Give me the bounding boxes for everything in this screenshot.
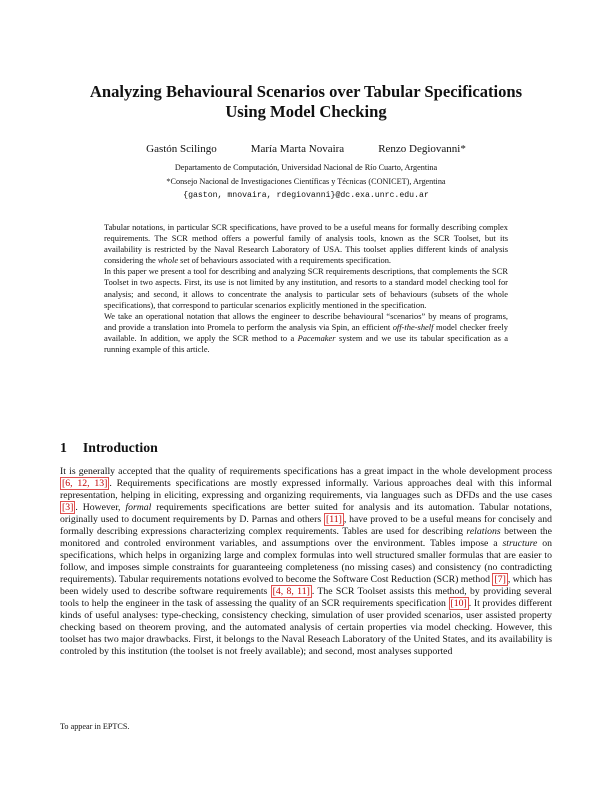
title-line-1: Analyzing Behavioural Scenarios over Tabular Specifications bbox=[89, 82, 523, 101]
body-text: on specifications, which helps in organizing large and complex formulas into well structured smaller formulas that are easier to follow, and imposes simple constraints for guaranteeing completeness (no missing cases) and consistency (no contradicting requirements). Tabular requirements notations evolved to become the Software Cost Reduction (SCR) method bbox=[60, 538, 552, 585]
abstract-text: We take an operational notation that allows the engineer to describe behavioural “scenarios” by means of programs, and provide a translation into Promela to perform the analysis via Spin, an efficient bbox=[104, 310, 508, 332]
body-emphasis: relations bbox=[466, 526, 501, 537]
section-heading-introduction bbox=[60, 440, 158, 456]
abstract bbox=[104, 222, 508, 355]
body-text: , which has been widely used to describe software requirements bbox=[60, 574, 552, 597]
body-text: between the monitored and controled environment variables, and assumptions over the environment. Tables impose a bbox=[60, 526, 552, 549]
body-text: It is generally accepted that the quality of requirements specifications has a great impact in the whole development process bbox=[60, 466, 552, 477]
author-2: María Marta Novaira bbox=[250, 143, 345, 155]
affiliation-1: Departamento de Computación, Universidad Nacional de Río Cuarto, Argentina bbox=[174, 163, 438, 172]
citation-link[interactable]: [10] bbox=[450, 598, 467, 609]
body-emphasis: formal bbox=[125, 502, 152, 513]
citation-link[interactable]: [6, 12, 13] bbox=[62, 478, 108, 489]
abstract-text: system and we use its tabular specification as a running example of this article. bbox=[104, 332, 508, 355]
affiliation-2: *Consejo Nacional de Investigaciones Científicas y Técnicas (CONICET), Argentina bbox=[166, 177, 446, 186]
title-line-2: Using Model Checking bbox=[225, 102, 387, 121]
abstract-emphasis: off-the-shelf bbox=[392, 321, 434, 332]
citation-link[interactable]: [11] bbox=[325, 514, 342, 525]
citation-link[interactable]: [3] bbox=[62, 502, 74, 513]
body-text: . Requirements specifications are mostly expressed informally. Various approaches deal with this informal representation, helping in eliciting, expressing and organizing requirements, via languages such as DFDs and the use cases bbox=[60, 478, 552, 501]
introduction-paragraph bbox=[60, 466, 552, 658]
abstract-paragraph-3 bbox=[104, 311, 508, 355]
footer-note: To appear in EPTCS. bbox=[60, 722, 130, 731]
body-emphasis: structure bbox=[502, 538, 538, 549]
abstract-text: Tabular notations, in particular SCR specifications, have proved to be a useful means for formally describing complex requirements. The SCR method offers a powerful family of analysis tools, known as the SCR Toolset, but its availability is restricted by the Naval Research Laboratory of USA. This toolset applies different kinds of analysis considering the bbox=[104, 222, 508, 266]
paper-title bbox=[60, 82, 552, 122]
abstract-text: model checker freely available. In addition, we apply the SCR method to a bbox=[104, 321, 508, 343]
author-list bbox=[60, 143, 552, 155]
body-text: , have proved to be a useful means for concisely and formally describing expressions characterizing complex requirements. Tables are used for describing bbox=[60, 514, 552, 537]
body-text: . The SCR Toolset assists this method, by providing several tools to help the engineer in the task of assessing the quality of an SCR requirements specification bbox=[60, 586, 552, 609]
abstract-emphasis: whole bbox=[157, 255, 179, 266]
author-3: Renzo Degiovanni* bbox=[378, 143, 466, 155]
body-text: requirements specifications are better suited for analysis and its automation. Tabular notations, originally used to document requirements by D. Parnas and others bbox=[60, 502, 552, 525]
author-email: {gaston, mnovaira, rdegiovanni}@dc.exa.unrc.edu.ar bbox=[183, 191, 429, 200]
body-text: . It provides different kinds of useful analyses: type-checking, consistency checking, simulation of user provided scenarios, user assisted property checking based on theorem proving, and the automated analysis of certain properties via model checking. However, this toolset has two major drawbacks. First, it belongs to the Naval Reseach Laboratory of the United States, and its availability is controled by this institution (the toolset is not freely available); and second, most analyses supported bbox=[60, 598, 553, 657]
introduction-body bbox=[60, 466, 552, 658]
citation-link[interactable]: [7] bbox=[494, 574, 506, 585]
abstract-paragraph-1 bbox=[104, 222, 508, 266]
body-text: . However, bbox=[75, 502, 126, 513]
author-1: Gastón Scilingo bbox=[146, 143, 217, 155]
abstract-paragraph-2: In this paper we present a tool for describing and analyzing SCR requirements descriptions, that complements the SCR Toolset in two aspects. First, its use is not limited by any institution, and resorts to a standard model checking tool for analysis; and second, it allows to concentrate the analysis to particular sets of behaviours (subsets of the whole specifications), that correspond to particular scenarios explicitly mentioned in the specification. bbox=[104, 266, 508, 310]
abstract-emphasis: Pacemaker bbox=[297, 332, 336, 343]
citation-link[interactable]: [4, 8, 11] bbox=[272, 586, 310, 597]
section-number: 1 bbox=[60, 440, 67, 455]
section-title: Introduction bbox=[82, 440, 158, 455]
abstract-text: set of behaviours associated with a requirements specification. bbox=[178, 255, 392, 266]
